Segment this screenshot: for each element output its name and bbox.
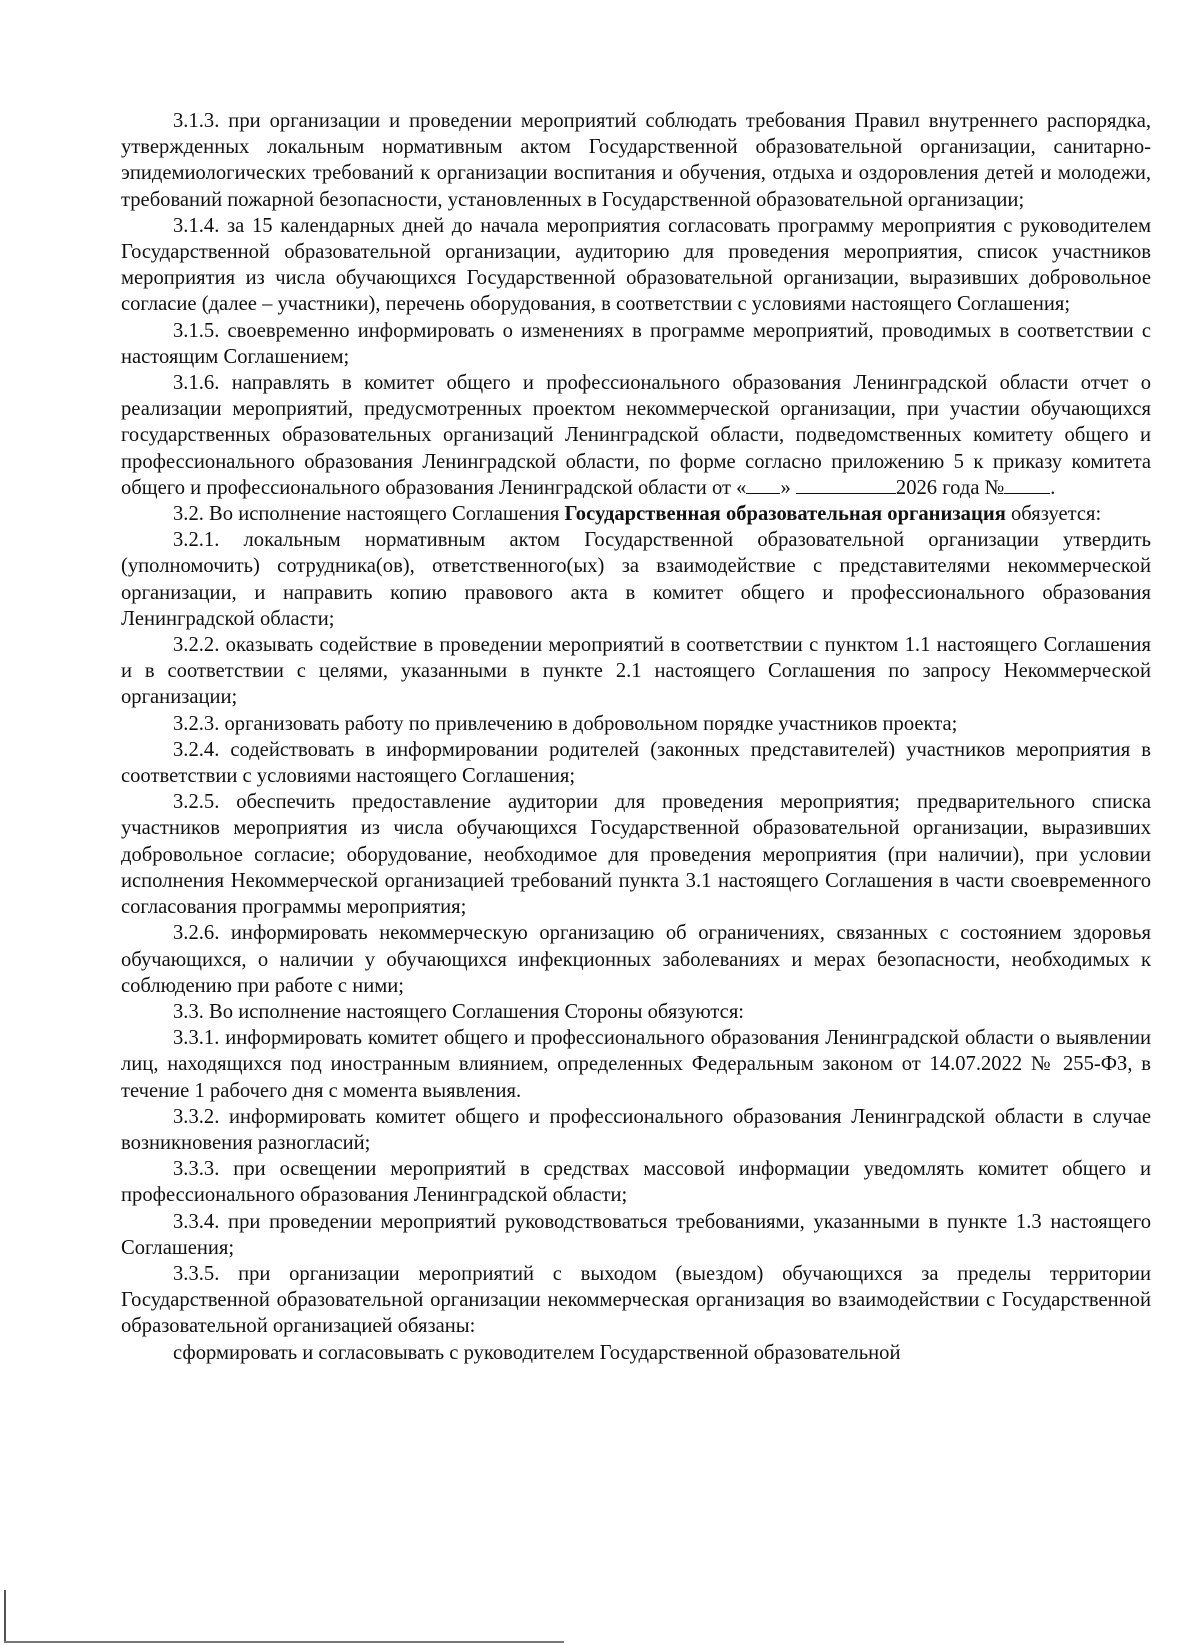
quote-close: » [780, 476, 791, 499]
clause-3-2-3: 3.2.3. организовать работу по привлечению в добровольном порядке участников проекта; [173, 712, 958, 735]
clause-3-2-bold: Государственная образовательная организация [564, 503, 1006, 526]
clause-3-2-4: 3.2.4. содействовать в информировании родителей (законных представителей) участников мероприятия в соответствии с условиями настоящего Соглашения; [121, 738, 1151, 788]
clause-3-2 [121, 501, 1151, 527]
clause-3-3: 3.3. Во исполнение настоящего Соглашения Стороны обязуются: [173, 1000, 745, 1023]
clause-3-2-2: 3.2.2. оказывать содействие в проведении мероприятий в соответствии с пунктом 1.1 настоящего Соглашения и в соответствии с целями, указанными в пункте 2.1 настоящего Соглашения по запросу Некоммерческой организации; [121, 634, 1151, 709]
clause-3-3-2: 3.3.2. информировать комитет общего и профессионального образования Ленинградской области в случае возникновения разногласий; [121, 1105, 1151, 1154]
clause-3-1-6-end: . [1050, 476, 1056, 499]
number-blank [1004, 475, 1050, 494]
day-blank [746, 475, 780, 494]
document-body [121, 108, 1151, 1366]
clause-3-1-4: 3.1.4. за 15 календарных дней до начала мероприятия согласовать программу мероприятия с руководителем Государственной образовательной организации, аудиторию для проведения мероприятия, список участников мероприятия из числа обучающихся Государственной образовательной организации, выразивших добровольное согласие (далее – участники), перечень оборудования, в соответствии с условиями настоящего Соглашения; [121, 214, 1151, 316]
clause-last-line: сформировать и согласовывать с руководителем Государственной образовательной [173, 1341, 901, 1364]
scan-edge-line [4, 1590, 6, 1642]
year-text: 2026 года № [895, 476, 1005, 499]
clause-3-3-4: 3.3.4. при проведении мероприятий руководствоваться требованиями, указанными в пункте 1.3 настоящего Соглашения; [121, 1210, 1151, 1259]
clause-3-1-6 [121, 370, 1151, 501]
clause-3-3-1: 3.3.1. информировать комитет общего и профессионального образования Ленинградской области о выявлении лиц, находящихся под иностранным влиянием, определенных Федеральным законом от 14.07.2022 № 255-ФЗ, в течение 1 рабочего дня с момента выявления. [121, 1027, 1151, 1102]
clause-3-2-5: 3.2.5. обеспечить предоставление аудитории для проведения мероприятия; предварительного списка участников мероприятия из числа обучающихся Государственной образовательной организации, выразивших добровольное согласие; оборудование, необходимое для проведения мероприятия (при наличии), при условии исполнения Некоммерческой организацией требований пункта 3.1 настоящего Соглашения в части своевременного согласования программы мероприятия; [121, 791, 1151, 919]
clause-3-2-6: 3.2.6. информировать некоммерческую организацию об ограничениях, связанных с состоянием здоровья обучающихся, о наличии у обучающихся инфекционных заболеваниях и мерах безопасности, необходимых к соблюдению при работе с ними; [121, 922, 1151, 997]
clause-3-2-end: обязуется: [1005, 503, 1102, 526]
month-blank [796, 475, 896, 494]
clause-3-1-6-text: 3.1.6. направлять в комитет общего и профессионального образования Ленинградской области отчет о реализации мероприятий, предусмотренных проектом некоммерческой организации, при участии обучающихся государственных образовательных организаций Ленинградской области, подведомственных комитету общего и профессионального образования Ленинградской области, по форме согласно приложению 5 к приказу комитета общего и профессионального образования Ленинградской области от « [121, 372, 1151, 499]
clause-3-3-3: 3.3.3. при освещении мероприятий в средствах массовой информации уведомлять комитет общего и профессионального образования Ленинградской области; [121, 1158, 1151, 1207]
clause-3-1-3: 3.1.3. при организации и проведении мероприятий соблюдать требования Правил внутреннего распорядка, утвержденных локальным нормативным актом Государственной образовательной организации, санитарно-эпидемиологических требований к организации воспитания и обучения, отдыха и оздоровления детей и молодежи, требований пожарной безопасности, установленных в Государственной образовательной организации; [121, 110, 1151, 211]
clause-3-3-5: 3.3.5. при организации мероприятий с выходом (выездом) обучающихся за пределы территории Государственной образовательной организации некоммерческая организация во взаимодействии с Государственной образовательной организацией обязаны: [121, 1262, 1151, 1338]
clause-3-2-1: 3.2.1. локальным нормативным актом Государственной образовательной организации утвердить (уполномочить) сотрудника(ов), ответственного(ых) за взаимодействие с представителями некоммерческой организации, и направить копию правового акта в комитет общего и профессионального образования Ленинградской области; [121, 529, 1151, 630]
scan-bottom-line [4, 1641, 564, 1643]
clause-3-2-start: 3.2. Во исполнение настоящего Соглашения [173, 503, 565, 526]
clause-3-1-5: 3.1.5. своевременно информировать о изменениях в программе мероприятий, проводимых в соответствии с настоящим Соглашением; [121, 319, 1151, 368]
